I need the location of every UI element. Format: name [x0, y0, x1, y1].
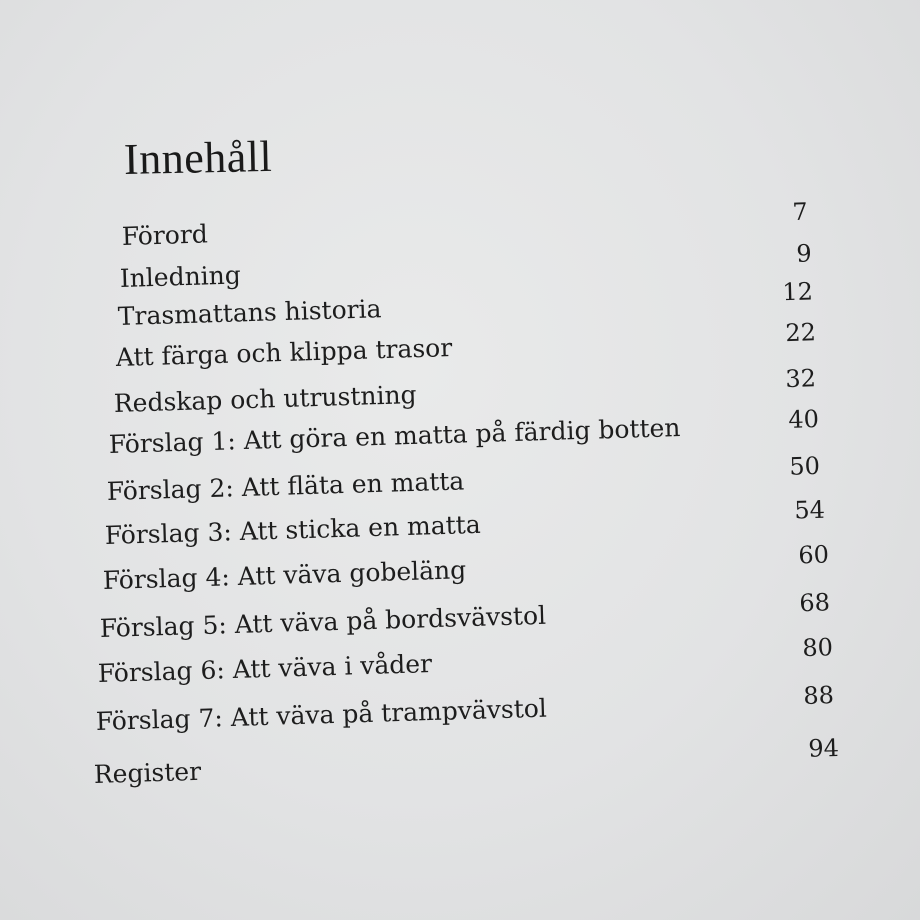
page-title: Innehåll	[123, 131, 273, 184]
toc-entry-page-number: 12	[781, 277, 814, 307]
toc-entry-page-number: 88	[802, 681, 835, 710]
toc-entry	[93, 733, 840, 800]
toc-entry-title: Förslag 2: Att fläta en matta	[106, 466, 465, 506]
toc-entry-title: Att färga och klippa trasor	[115, 333, 453, 372]
toc-entry-title: Förslag 3: Att sticka en matta	[104, 509, 482, 550]
toc-entry-title: Förslag 1: Att göra en matta på färdig botten	[108, 413, 681, 459]
toc-entry-title: Förslag 5: Att väva på bordsvävstol	[99, 600, 547, 643]
toc-entry-title: Trasmattans historia	[117, 294, 382, 331]
toc-entry-page-number: 54	[793, 495, 826, 525]
toc-entry-page-number: 80	[801, 633, 834, 663]
toc-entry-page-number: 22	[784, 318, 817, 348]
toc-entry	[121, 197, 809, 262]
toc-entry-page-number: 7	[791, 197, 809, 227]
toc-entry-page-number: 50	[788, 451, 821, 481]
toc-entry-page-number: 68	[798, 588, 831, 618]
toc-entry-title: Förslag 4: Att väva gobeläng	[102, 555, 467, 595]
toc-entry-page-number: 94	[807, 733, 840, 763]
toc-entry-title: Redskap och utrustning	[113, 380, 417, 418]
toc-entry-title: Förslag 7: Att väva på trampvävstol	[95, 693, 548, 736]
toc-entry-page-number: 60	[797, 540, 830, 570]
toc-entry-title: Inledning	[119, 260, 242, 293]
toc-entry-title: Register	[93, 756, 202, 789]
toc-entry-page-number: 32	[784, 364, 817, 394]
toc-entry-title: Förord	[121, 219, 209, 251]
toc-entry-page-number: 40	[787, 404, 820, 434]
toc-entry	[95, 681, 835, 747]
toc-entry-page-number: 9	[795, 239, 813, 268]
toc-entry-title: Förslag 6: Att väva i våder	[97, 649, 433, 688]
